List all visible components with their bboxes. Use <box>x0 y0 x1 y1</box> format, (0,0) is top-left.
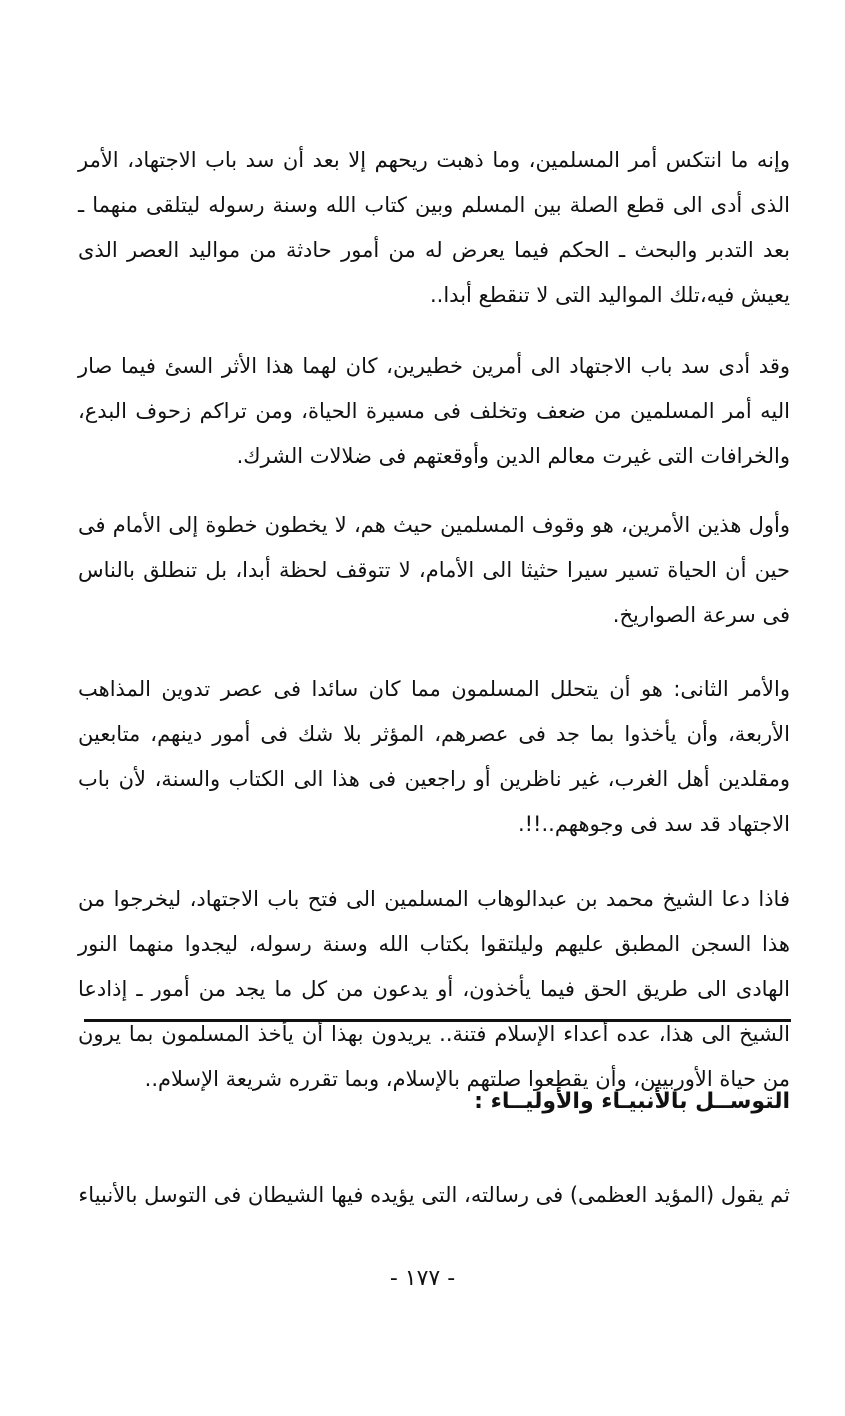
page-number: - ١٧٧ - <box>389 1266 456 1291</box>
paragraph-ijtihad-closure: وإنه ما انتكس أمر المسلمين، وما ذهبت ريحهم إلا بعد أن سد باب الاجتهاد، الأمر الذى أدى الى قطع الصلة بين المسلم وبين كتاب الله وسنة رسوله ليتلقى منهما ـ بعد التدبر والبحث ـ الحكم فيما يعرض له من أمور حادثة من مواليد العصر الذى يعيش فيه،تلك المواليد التى لا تنقطع أبدا.. <box>78 148 790 307</box>
heading-underline-divider <box>84 1019 791 1022</box>
paragraph-first-matter: وأول هذين الأمرين، هو وقوف المسلمين حيث هم، لا يخطون خطوة إلى الأمام فى حين أن الحياة تسير سيرا حثيثا الى الأمام، لا تتوقف لحظة أبدا، بل تنطلق بالناس فى سرعة الصواريخ. <box>78 513 790 627</box>
paragraph-sheikh-call: فاذا دعا الشيخ محمد بن عبدالوهاب المسلمين الى فتح باب الاجتهاد، ليخرجوا من هذا السجن المطبق عليهم وليلتقوا بكتاب الله وسنة رسوله، ليجدوا منهما النور الهادى الى طريق الحق فيما يأخذون، أو يدعون من كل ما يجد من أمور ـ إذادعا الشيخ الى هذا، عده أعداء الإسلام فتنة.. يريدون بهذا أن يأخذ المسلمون بما يرون من حياة الأوربيين، وأن يقطعوا صلتهم بالإسلام، وبما تقرره شريعة الإسلام.. <box>78 887 790 1091</box>
paragraph-continuation: ثم يقول (المؤيد العظمى) فى رسالته، التى يؤيده فيها الشيطان فى التوسل بالأنبياء <box>78 1183 790 1207</box>
section-heading: التوســل بالأنبيـاء والأوليــاء : <box>474 1089 790 1114</box>
paragraph-second-matter: والأمر الثانى: هو أن يتحلل المسلمون مما كان سائدا فى عصر تدوين المذاهب الأربعة، وأن يأخذوا بما جد فى عصرهم، المؤثر بلا شك فى أمور دينهم، متابعين ومقلدين أهل الغرب، غير ناظرين أو راجعين فى هذا الى الكتاب والسنة، لأن باب الاجتهاد قد سد فى وجوههم..!!. <box>78 677 790 836</box>
paragraph-two-consequences: وقد أدى سد باب الاجتهاد الى أمرين خطيرين، كان لهما هذا الأثر السئ فيما صار اليه أمر المسلمين من ضعف وتخلف فى مسيرة الحياة، ومن تراكم زحوف البدع، والخرافات التى غيرت معالم الدين وأوقعتهم فى ضلالات الشرك. <box>78 354 790 468</box>
